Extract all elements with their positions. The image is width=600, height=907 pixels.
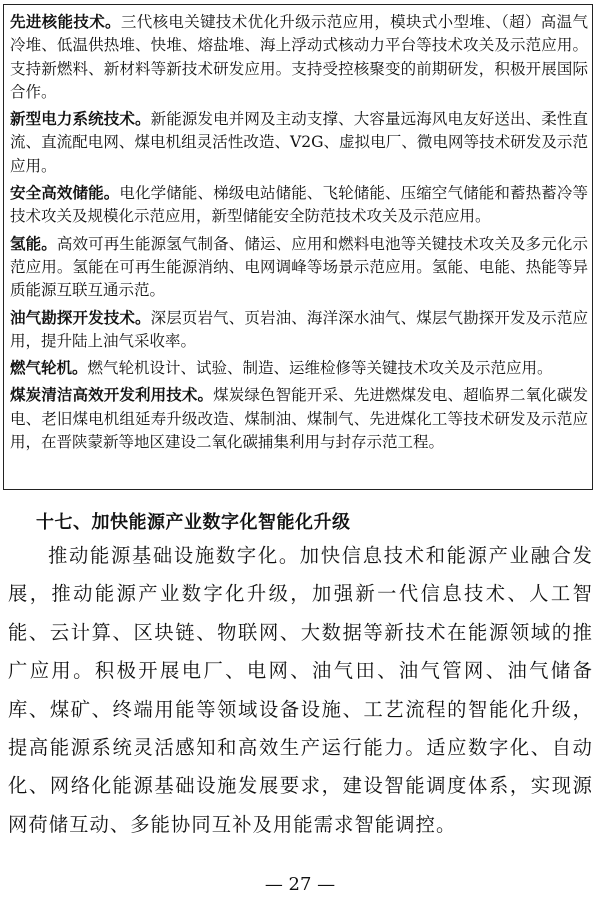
tech-item-title: 油气勘探开发技术。	[10, 308, 151, 327]
tech-item-hydrogen	[10, 233, 588, 303]
tech-item-title: 安全高效储能。	[10, 184, 120, 203]
tech-item-title: 氢能。	[10, 234, 57, 253]
section-body	[8, 537, 593, 844]
tech-item-text: 新能源发电并网及主动支撑、大容量远海风电友好送出、柔性直流、直流配电网、煤电机组灵活性改造、V2G、虚拟电厂、微电网等技术研发及示范应用。	[10, 110, 588, 175]
tech-item-text: 燃气轮机设计、试验、制造、运维检修等关键技术攻关及示范应用。	[87, 359, 553, 378]
body-paragraph: 推动能源基础设施数字化。加快信息技术和能源产业融合发展，推动能源产业数字化升级，加强新一代信息技术、人工智能、云计算、区块链、物联网、大数据等新技术在能源领域的推广应用。积极开展电厂、电网、油气田、油气管网、油气储备库、煤矿、终端用能等领域设备设施、工艺流程的智能化升级，提高能源系统灵活感知和高效生产运行能力。适应数字化、自动化、网络化能源基础设施发展要求，建设智能调度体系，实现源网荷储互动、多能协同互补及用能需求智能调控。	[8, 544, 593, 836]
tech-item-coal	[10, 384, 588, 454]
tech-item-gas-turbine	[10, 357, 588, 380]
tech-item-title: 燃气轮机。	[10, 359, 88, 378]
section-heading: 十七、加快能源产业数字化智能化升级	[36, 512, 351, 533]
tech-item-title: 先进核能技术。	[10, 13, 121, 31]
tech-item-storage	[10, 182, 588, 229]
tech-item-power-system	[10, 108, 588, 178]
tech-item-oil-gas	[10, 307, 588, 354]
tech-item-nuclear	[10, 11, 588, 104]
tech-item-title: 新型电力系统技术。	[10, 110, 151, 129]
tech-item-text: 高效可再生能源氢气制备、储运、应用和燃料电池等关键技术攻关及多元化示范应用。氢能在可再生能源消纳、电网调峰等场景示范应用。氢能、电能、热能等异质能源互联互通示范。	[10, 234, 588, 300]
tech-item-title: 煤炭清洁高效开发利用技术。	[10, 386, 214, 405]
tech-item-text: 煤炭绿色智能开采、先进燃煤发电、超临界二氧化碳发电、老旧煤电机组延寿升级改造、煤制油、煤制气、先进煤化工等技术研发及示范应用，在晋陕蒙新等地区建设二氧化碳捕集利用与封存示范工程。	[10, 386, 588, 452]
tech-item-text: 深层页岩气、页岩油、海洋深水油气、煤层气勘探开发及示范应用，提升陆上油气采收率。	[10, 308, 588, 350]
page-number: — 27 —	[264, 874, 336, 895]
tech-item-text: 三代核电关键技术优化升级示范应用，模块式小型堆、（超）高温气冷堆、低温供热堆、快堆、熔盐堆、海上浮动式核动力平台等技术攻关及示范应用。支持新燃料、新材料等新技术研发应用。支持受控核聚变的前期研发，积极开展国际合作。	[10, 13, 588, 101]
tech-item-text: 电化学储能、梯级电站储能、飞轮储能、压缩空气储能和蓄热蓄冷等技术攻关及规模化示范应用，新型储能安全防范技术攻关及示范应用。	[10, 184, 588, 226]
technology-box	[3, 4, 593, 490]
